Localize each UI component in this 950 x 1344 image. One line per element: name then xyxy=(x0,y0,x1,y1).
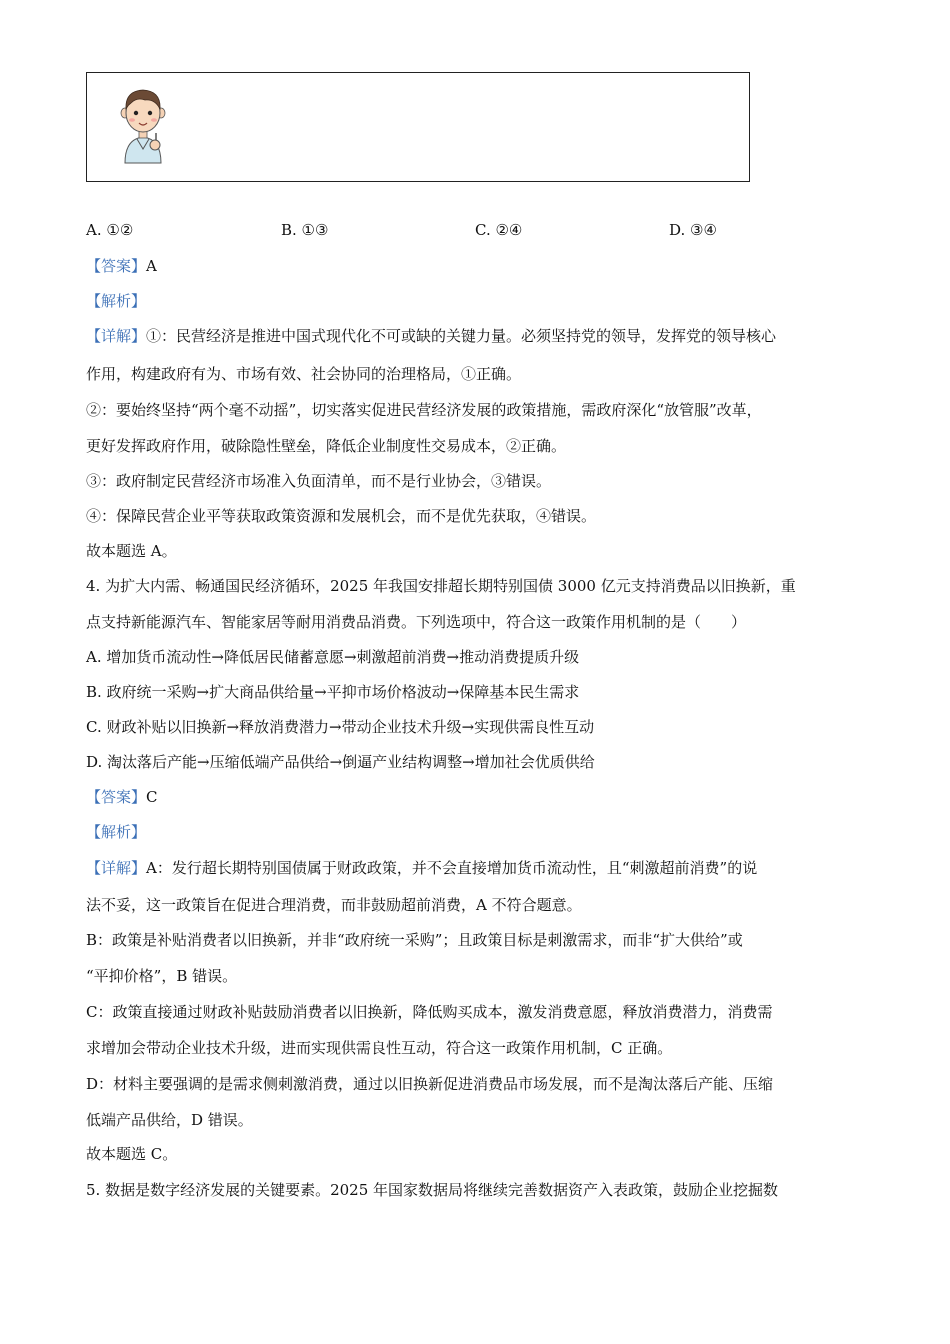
q3-option-a: A. ①② xyxy=(86,221,134,239)
q4-detail-line: 求增加会带动企业技术升级，进而实现供需良性互动，符合这一政策作用机制，C 正确。 xyxy=(86,1039,673,1057)
detail-text: ①：民营经济是推进中国式现代化不可或缺的关键力量。必须坚持党的领导，发挥党的领导核心 xyxy=(146,327,777,345)
q4-analysis-label: 【解析】 xyxy=(86,823,147,841)
figure-box xyxy=(86,72,750,182)
answer-label: 【答案】 xyxy=(86,788,147,806)
q4-detail-line: 低端产品供给，D 错误。 xyxy=(86,1111,253,1129)
answer-value: A xyxy=(146,257,157,275)
q3-detail-line: ③：政府制定民营经济市场准入负面清单，而不是行业协会，③错误。 xyxy=(86,472,552,490)
q4-option-b: B. 政府统一采购→扩大商品供给量→平抑市场价格波动→保障基本民生需求 xyxy=(86,683,580,701)
q3-detail-line: ②：要始终坚持“两个毫不动摇”，切实落实促进民营经济发展的政策措施，需政府深化“放管服”改革， xyxy=(86,401,762,419)
q4-detail-line: B：政策是补贴消费者以旧换新，并非“政府统一采购”；且政策目标是刺激需求，而非“扩大供给”或 xyxy=(86,931,743,949)
q4-answer xyxy=(86,787,158,807)
q4-option-c: C. 财政补贴以旧换新→释放消费潜力→带动企业技术升级→实现供需良性互动 xyxy=(86,718,595,736)
answer-value: C xyxy=(146,788,158,806)
detail-text: A：发行超长期特别国债属于财政政策，并不会直接增加货币流动性，且“刺激超前消费”的说 xyxy=(146,859,758,877)
q3-detail-line xyxy=(86,326,776,346)
q3-detail-line: 更好发挥政府作用，破除隐性壁垒，降低企业制度性交易成本，②正确。 xyxy=(86,437,567,455)
q3-option-c: C. ②④ xyxy=(475,221,523,239)
q3-option-d: D. ③④ xyxy=(669,221,717,239)
q4-stem: 4. 为扩大内需、畅通国民经济循环，2025 年我国安排超长期特别国债 3000 亿元支持消费品以旧换新，重 xyxy=(86,577,796,595)
q4-detail-line: C：政策直接通过财政补贴鼓励消费者以旧换新，降低购买成本，激发消费意愿，释放消费潜力，消费需 xyxy=(86,1003,773,1021)
q4-detail-line xyxy=(86,858,757,878)
answer-label: 【答案】 xyxy=(86,257,147,275)
detail-label: 【详解】 xyxy=(86,859,147,877)
q3-option-b: B. ①③ xyxy=(281,221,329,239)
q4-detail-line: 法不妥，这一政策旨在促进合理消费，而非鼓励超前消费，A 不符合题意。 xyxy=(86,896,582,914)
q3-analysis-label: 【解析】 xyxy=(86,292,147,310)
q4-conclusion: 故本题选 C。 xyxy=(86,1145,178,1163)
q3-options xyxy=(86,221,846,245)
q4-detail-line: “平抑价格”，B 错误。 xyxy=(86,967,238,985)
q4-option-d: D. 淘汰落后产能→压缩低端产品供给→倒逼产业结构调整→增加社会优质供给 xyxy=(86,753,595,771)
q4-stem: 点支持新能源汽车、智能家居等耐用消费品消费。下列选项中，符合这一政策作用机制的是（ ） xyxy=(86,613,747,631)
boy-avatar-icon xyxy=(115,83,171,165)
q4-detail-line: D：材料主要强调的是需求侧刺激消费，通过以旧换新促进消费品市场发展，而不是淘汰落后产能、压缩 xyxy=(86,1075,774,1093)
q3-detail-line: ④：保障民营企业平等获取政策资源和发展机会，而不是优先获取，④错误。 xyxy=(86,507,597,525)
q3-detail-line: 作用，构建政府有为、市场有效、社会协同的治理格局，①正确。 xyxy=(86,365,522,383)
q4-option-a: A. 增加货币流动性→降低居民储蓄意愿→刺激超前消费→推动消费提质升级 xyxy=(86,648,580,666)
q5-stem: 5. 数据是数字经济发展的关键要素。2025 年国家数据局将继续完善数据资产入表政策，鼓励企业挖掘数 xyxy=(86,1181,779,1199)
q3-conclusion: 故本题选 A。 xyxy=(86,542,177,560)
detail-label: 【详解】 xyxy=(86,327,147,345)
q3-answer xyxy=(86,256,157,276)
